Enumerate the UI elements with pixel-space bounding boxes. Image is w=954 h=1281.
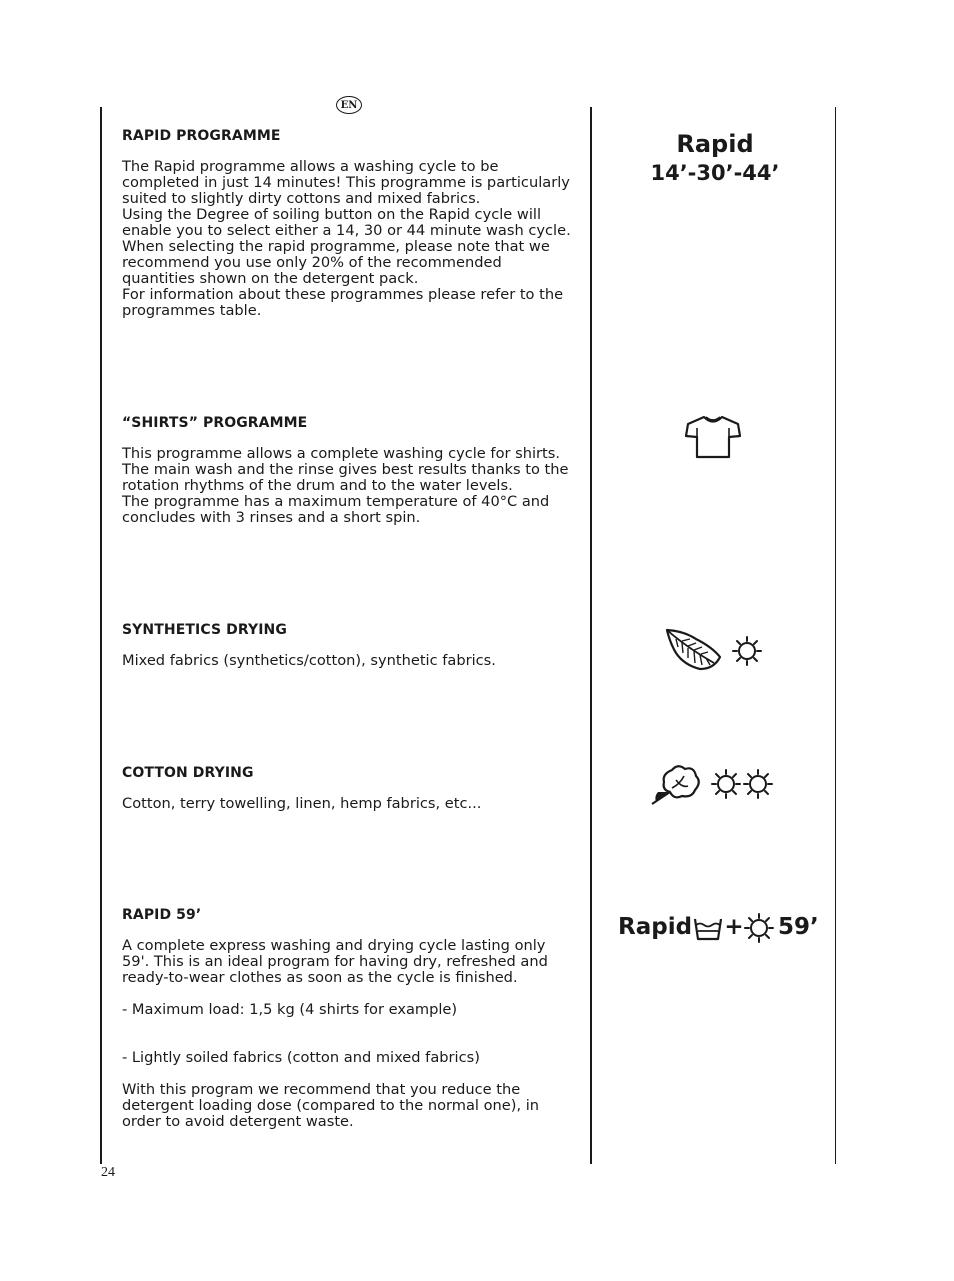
shirt-icon xyxy=(684,414,742,460)
section-body: The Rapid programme allows a washing cycle to be completed in just 14 minutes! This programme is particularly suited to slightly dirty cottons and mixed fabrics. Using the Degree of soiling button on the Rapid cycle will enable you to select either a 14, 30 or 44 minute wash cycle. When selecting the rapid programme, please note that we recommend you use only 20% of the recommended quantities shown on the detergent pack. For information about these programmes please refer to the programmes table. xyxy=(122,158,571,319)
section-body-max-load: - Maximum load: 1,5 kg (4 shirts for example) xyxy=(122,1001,458,1018)
sun-icon xyxy=(732,636,762,666)
section-synthetics-drying xyxy=(122,621,577,669)
cotton-flower-icon xyxy=(650,764,702,806)
section-body: Cotton, terry towelling, linen, hemp fabrics, etc... xyxy=(122,795,482,812)
section-heading: COTTON DRYING xyxy=(122,765,254,781)
page-number: 24 xyxy=(101,1165,115,1180)
rapid-59-duration: 59’ xyxy=(778,914,819,940)
section-body-detergent-note: With this program we recommend that you reduce the detergent loading dose (compared to the normal one), in order to avoid detergent waste. xyxy=(122,1081,540,1130)
section-body: This programme allows a complete washing cycle for shirts. The main wash and the rinse gives best results thanks to the rotation rhythms of the drum and to the water levels. The programme has a maximum temperature of 40°C and concludes with 3 rinses and a short spin. xyxy=(122,445,569,526)
section-body-soil-level: - Lightly soiled fabrics (cotton and mixed fabrics) xyxy=(122,1049,480,1066)
language-badge: EN xyxy=(336,96,362,114)
sun-icon xyxy=(711,769,741,799)
sun-icon xyxy=(744,913,774,943)
rapid-title: Rapid xyxy=(676,130,754,158)
section-heading: “SHIRTS” PROGRAMME xyxy=(122,415,308,431)
section-heading: RAPID 59’ xyxy=(122,907,202,923)
feather-icon xyxy=(664,627,724,673)
rapid-59-word: Rapid xyxy=(618,914,693,940)
wash-tub-icon xyxy=(693,916,723,942)
section-heading: RAPID PROGRAMME xyxy=(122,128,281,144)
left-margin-rule xyxy=(100,107,102,1164)
section-rapid-programme xyxy=(122,127,577,319)
sun-icon xyxy=(743,769,773,799)
right-margin-rule xyxy=(835,107,836,1164)
section-cotton-drying xyxy=(122,764,577,812)
section-body: Mixed fabrics (synthetics/cotton), synthetic fabrics. xyxy=(122,652,496,669)
section-body-intro: A complete express washing and drying cycle lasting only 59'. This is an ideal program for having dry, refreshed and ready-to-wear clothes as soon as the cycle is finished. xyxy=(122,937,548,986)
rapid-times: 14’-30’-44’ xyxy=(650,161,780,185)
section-rapid-59 xyxy=(122,906,577,1130)
section-shirts-programme xyxy=(122,414,577,526)
column-divider-rule xyxy=(590,107,592,1164)
section-heading: SYNTHETICS DRYING xyxy=(122,622,287,638)
rapid-59-plus: + xyxy=(724,914,744,940)
